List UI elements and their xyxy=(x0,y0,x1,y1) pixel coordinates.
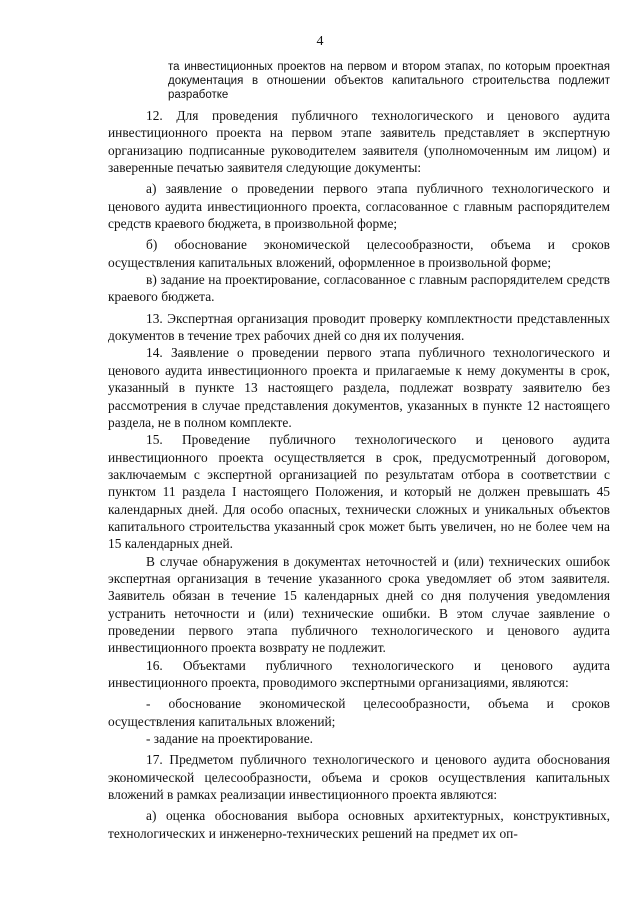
paragraph-13: 13. Экспертная организация проводит проверку комплектности представленных документов в течение трех рабочих дней со дня их получения. xyxy=(108,310,610,344)
paragraph-14: 14. Заявление о проведении первого этапа публичного технологического и ценового аудита инвестиционного проекта и прилагаемые к нему документы в срок, указанный в пункте 13 настоящего раздела, подлежат возврату заявителю без рассмотрения в случае представления документов, указанных в пункте 12 настоящего раздела, не в полном комплекте. xyxy=(108,345,610,430)
paragraph-12b: б) обоснование экономической целесообразности, объема и сроков осуществления капитальных вложений, оформленное в произвольной форме; xyxy=(108,237,610,270)
paragraph-17: 17. Предметом публичного технологического и ценового аудита обоснования экономической целесообразности, объема и сроков осуществления капитальных вложений в рамках реализации инвестиционного проекта являются: xyxy=(108,752,610,803)
document-body xyxy=(108,107,610,842)
intro-paragraph: та инвестиционных проектов на первом и втором этапах, по которым проектная документация в отношении объектов капитального строительства подлежит разработке xyxy=(168,61,610,101)
paragraph-17a: а) оценка обоснования выбора основных архитектурных, конструктивных, технологических и инженерно-технических решений на предмет их оп- xyxy=(108,808,610,841)
paragraph-16-item-2: - задание на проектирование. xyxy=(146,731,313,747)
paragraph-12a: а) заявление о проведении первого этапа публичного технологического и ценового аудита инвестиционного проекта, согласованное с главным распорядителем средств краевого бюджета, в произвольной форме; xyxy=(108,181,610,232)
paragraph-16: 16. Объектами публичного технологического и ценового аудита инвестиционного проекта, проводимого экспертными организациями, являются: xyxy=(108,657,610,690)
paragraph-16-item-1: - обоснование экономической целесообразности, объема и сроков осуществления капитальных вложений; xyxy=(108,696,610,729)
paragraph-15: 15. Проведение публичного технологического и ценового аудита инвестиционного проекта осуществляется в срок, предусмотренный договором, заключаемым с экспертной организацией по результатам отбора в соответствии с пунктом 11 раздела I настоящего Положения, и который не должен превышать 45 календарных дней. Для особо опасных, технически сложных и уникальных объектов капитального строительства указанный срок может быть увеличен, но не более чем на 15 календарных дней. xyxy=(108,432,610,552)
paragraph-12: 12. Для проведения публичного технологического и ценового аудита инвестиционного проекта на первом этапе заявитель представляет в экспертную организацию подписанные руководителем заявителя (уполномоченным им лицом) и заверенные печатью заявителя следующие документы: xyxy=(108,108,610,176)
paragraph-15-continued: В случае обнаружения в документах неточностей и (или) технических ошибок экспертная организация в течение указанного срока уведомляет об этом заявителя. Заявитель обязан в течение 15 календарных дней со дня получения уведомления устранить неточности и (или) технические ошибки. В этом случае заявление о проведении первого этапа публичного технологического и ценового аудита инвестиционного проекта возврату не подлежит. xyxy=(108,553,610,656)
intro-continuation-block xyxy=(168,60,610,102)
page-number: 4 xyxy=(316,34,324,49)
paragraph-12v: в) задание на проектирование, согласованное с главным распорядителем средств краевого бюджета. xyxy=(108,272,610,305)
